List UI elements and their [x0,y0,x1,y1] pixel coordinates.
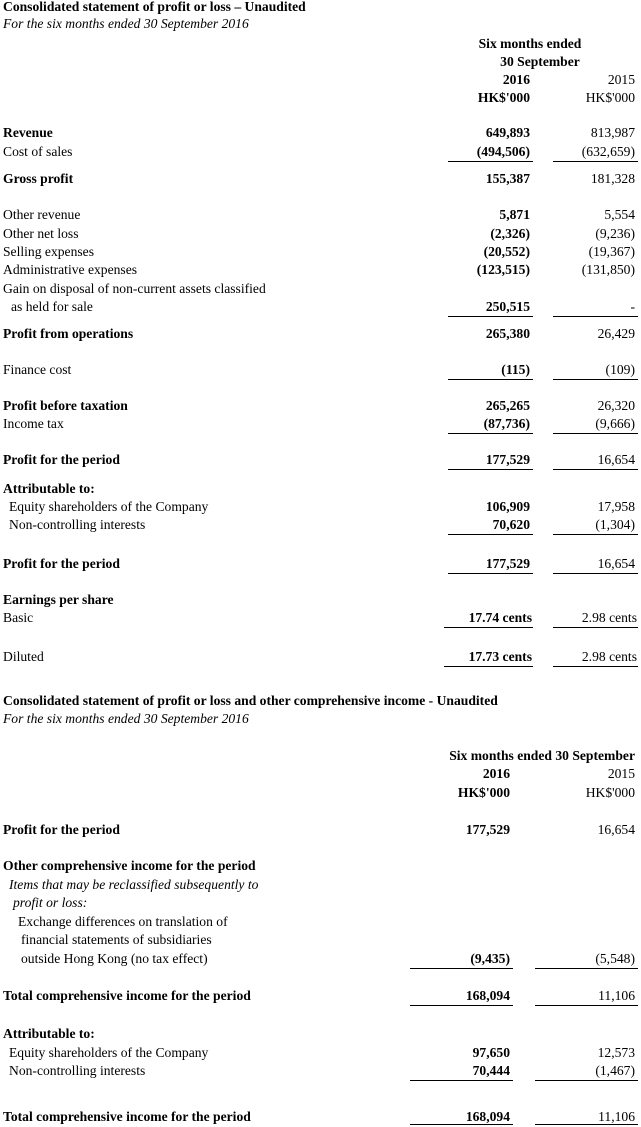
value-2016: 106,909 [485,499,530,514]
underline [553,161,638,162]
underline [553,534,638,535]
row-label: Income tax [3,416,64,431]
value-2015: (1,467) [595,1063,635,1078]
row-label: Earnings per share [3,592,114,607]
underline [410,1124,513,1125]
underline [448,161,533,162]
row-label: Items that may be reclassified subsequently to [9,877,259,892]
underline [535,1080,638,1081]
value-2015: 16,654 [597,556,635,571]
value-2015: (109) [605,362,635,377]
row-label: Finance cost [3,362,72,377]
value-2016: 177,529 [465,822,510,837]
value-2015: 16,654 [597,452,635,467]
underline [448,316,533,317]
underline [410,968,513,969]
underline [553,573,638,574]
row-label: Other revenue [3,207,81,222]
value-2015: 17,958 [597,499,635,514]
row-label: financial statements of subsidiaries [21,932,212,947]
row-label: Administrative expenses [3,262,138,277]
row-label: as held for sale [11,299,93,314]
underline [553,469,638,470]
column-currency-2016: HK$'000 [477,90,530,105]
value-2015: 12,573 [597,1045,635,1060]
column-header-period: Six months ended [478,36,582,51]
value-2016: 168,094 [465,1109,510,1124]
value-2015: 26,320 [597,398,635,413]
column-currency-2016: HK$'000 [457,785,510,800]
value-2016: 5,871 [499,207,530,222]
column-currency-2015: HK$'000 [585,785,635,800]
value-2015: 813,987 [590,125,635,140]
value-2016: (494,506) [476,144,530,159]
statement-title: Consolidated statement of profit or loss – Unaudited [3,0,306,14]
row-label: Diluted [3,649,44,664]
column-currency-2015: HK$'000 [585,90,635,105]
value-2016: (9,435) [470,951,510,966]
underline [553,316,638,317]
value-2016: 97,650 [472,1045,510,1060]
value-2016: 265,380 [485,326,530,341]
row-label: Gross profit [3,171,74,186]
row-label: Exchange differences on translation of [18,914,228,929]
row-label: Profit for the period [3,822,120,837]
row-label: Profit for the period [3,452,120,467]
value-2016: 265,265 [485,398,530,413]
value-2015: 16,654 [597,822,635,837]
underline [535,968,638,969]
row-label: Profit from operations [3,326,134,341]
row-label: Selling expenses [3,244,94,259]
underline [535,1124,638,1125]
value-2016: 70,444 [472,1063,510,1078]
value-2015: (1,304) [595,517,635,532]
value-2015: 11,106 [598,988,635,1003]
statement-subtitle: For the six months ended 30 September 2016 [3,711,249,726]
underline [448,379,533,380]
value-2016: 177,529 [485,556,530,571]
underline [448,433,533,434]
row-label: Total comprehensive income for the period [3,1109,251,1124]
underline [553,627,638,628]
row-label: Equity shareholders of the Company [9,499,209,514]
column-header-period: Six months ended 30 September [449,748,635,763]
value-2015: (131,850) [581,262,635,277]
row-label: Profit for the period [3,556,120,571]
underline [535,1005,638,1006]
underline [553,379,638,380]
underline [448,469,533,470]
statement-title: Consolidated statement of profit or loss and other comprehensive income - Unaudited [3,693,498,708]
value-2015: (9,666) [595,416,635,431]
value-2016: 177,529 [485,452,530,467]
row-label: Attributable to: [3,1026,95,1041]
value-2016: (20,552) [483,244,530,259]
row-label: Other comprehensive income for the period [3,858,256,873]
column-header-2015: 2015 [607,766,635,781]
value-2015: (9,236) [595,226,635,241]
statement-subtitle: For the six months ended 30 September 2016 [3,16,249,31]
value-2015: (5,548) [595,951,635,966]
row-label: outside Hong Kong (no tax effect) [21,951,208,966]
underline [553,433,638,434]
value-2015: 2.98 cents [581,610,637,625]
value-2016: 155,387 [485,171,530,186]
value-2015: 181,328 [590,171,635,186]
value-2015: (632,659) [581,144,635,159]
value-2016: 168,094 [465,988,510,1003]
value-2016: (87,736) [483,416,530,431]
column-header-2015: 2015 [607,72,635,87]
column-header-2016: 2016 [482,766,510,781]
value-2015: 2.98 cents [581,649,637,664]
row-label: profit or loss: [13,895,88,910]
value-2016: 17.74 cents [468,610,532,625]
value-2016: (123,515) [476,262,530,277]
underline [410,1080,513,1081]
row-label: Total comprehensive income for the period [3,988,251,1003]
column-header-2016: 2016 [502,72,530,87]
row-label: Other net loss [3,226,79,241]
value-2016: (2,326) [490,226,530,241]
value-2015: 26,429 [597,326,635,341]
row-label: Equity shareholders of the Company [9,1045,209,1060]
value-2016: 250,515 [485,299,530,314]
value-2016: 17.73 cents [468,649,532,664]
value-2016: 649,893 [485,125,530,140]
value-2015: (19,367) [588,244,635,259]
value-2016: (115) [501,362,530,377]
row-label: Cost of sales [3,144,73,159]
underline [448,573,533,574]
underline [444,666,533,667]
underline [410,1005,513,1006]
underline [448,534,533,535]
underline [553,666,638,667]
row-label: Basic [3,610,34,625]
value-2016: 70,620 [492,517,530,532]
column-header-date: 30 September [500,54,580,69]
row-label: Attributable to: [3,481,95,496]
row-label: Non-controlling interests [9,517,146,532]
row-label: Revenue [3,125,53,140]
row-label: Gain on disposal of non-current assets classified [3,281,266,296]
underline [444,627,533,628]
value-2015: 11,106 [598,1109,635,1124]
row-label: Profit before taxation [3,398,128,413]
value-2015: 5,554 [604,207,635,222]
row-label: Non-controlling interests [9,1063,146,1078]
value-2015: - [630,299,635,314]
